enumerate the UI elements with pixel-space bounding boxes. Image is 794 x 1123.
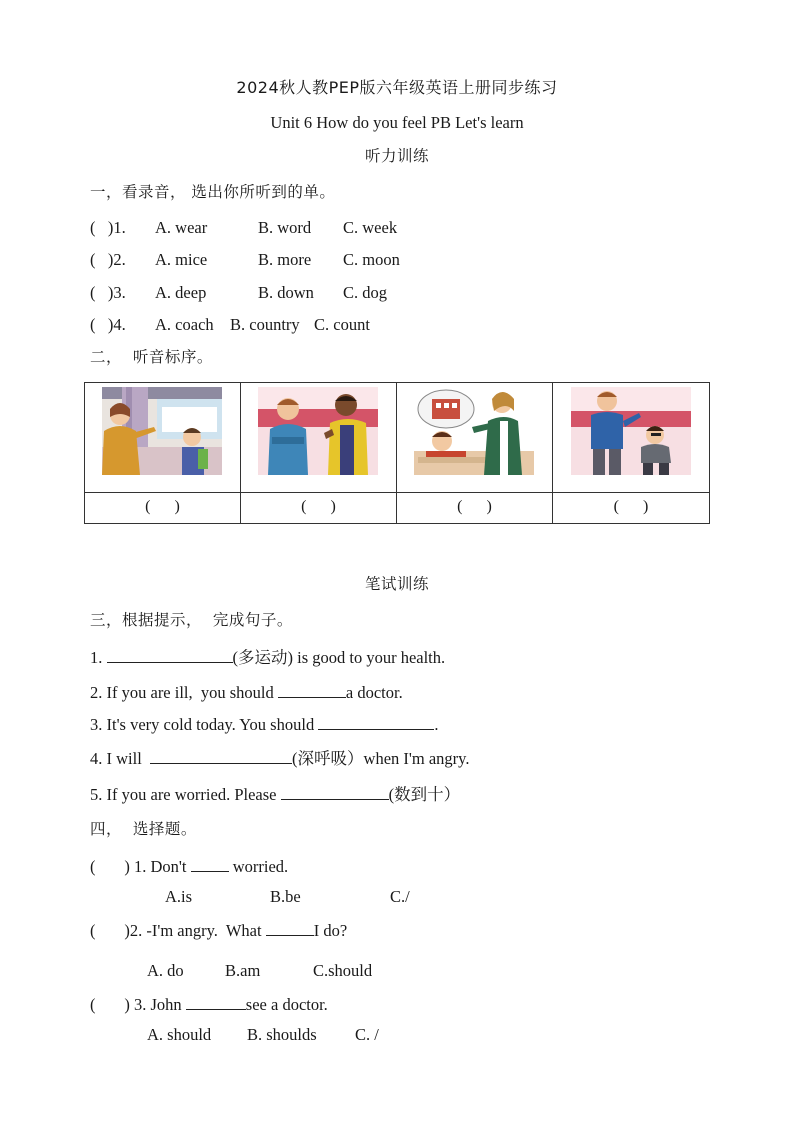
part4-q1-stem [90,855,288,877]
answer-blank[interactable] [191,855,229,872]
picture-table [84,382,710,524]
stem-suffix: I do? [313,921,348,940]
answer-blank[interactable] [186,993,246,1010]
picture-cell-3 [397,383,553,493]
picture-cell-2 [241,383,397,493]
option-c: C. moon [343,250,400,269]
answer-blank[interactable] [107,646,233,663]
option-b: B. more [258,250,312,269]
page-title: 2024秋人教PEP版六年级英语上册同步练习 [236,78,558,97]
option-a: A. coach [155,315,214,334]
option-b: B. country [230,315,300,334]
item-suffix: (数到十） [388,785,461,804]
stem-suffix: see a doctor. [245,995,328,1014]
part4-q2-option-b: B.am [225,961,261,980]
item-suffix: . [434,715,439,734]
answer-cell-2[interactable]: ( ) [241,493,397,524]
part1-question-4 [90,314,490,336]
two-boys-arguing-picture [258,387,378,475]
teacher-hospital-boy-picture [414,387,534,475]
part3-item-1 [90,646,445,668]
stem-suffix: worried. [228,857,289,876]
stem-prefix: ( ) 1. Don't [90,857,191,876]
part4-q3-option-c: C. / [355,1025,379,1044]
option-b: B. word [258,218,312,237]
option-c: C. count [314,315,370,334]
part3-item-4 [90,747,469,769]
answer-bracket[interactable]: ( )3. [90,283,126,302]
option-a: A. mice [155,250,208,269]
listening-heading: 听力训练 [364,147,429,165]
teacher-pointing-boy-picture [102,387,222,475]
stem-prefix: ( ) 3. John [90,995,186,1014]
part4-q2-option-c: C.should [313,961,373,980]
answer-bracket[interactable]: ( )4. [90,315,126,334]
option-b: B. down [258,283,314,302]
part1-question-3 [90,282,490,304]
item-prefix: 2. If you are ill, you should [90,683,278,702]
answer-blank[interactable] [278,681,346,698]
part4-q3-option-a: A. should [147,1025,212,1044]
item-prefix: 1. [90,648,107,667]
part1-heading: 一，看录音， 选出你所听到的单。 [90,183,336,201]
part1-question-1 [90,217,490,239]
answer-bracket[interactable]: ( )2. [90,250,126,269]
option-c: C. week [343,218,398,237]
item-suffix: (深呼吸）when I'm angry. [292,749,470,768]
part4-heading: 四， 选择题。 [90,820,197,838]
part4-q2-option-a: A. do [147,961,184,980]
part4-q2-stem [90,919,347,941]
written-heading: 笔试训练 [364,575,429,593]
option-c: C. dog [343,283,388,302]
item-prefix: 5. If you are worried. Please [90,785,281,804]
option-a: A. wear [155,218,208,237]
answer-blank[interactable] [266,919,314,936]
picture-cell-4 [553,383,709,493]
item-hint: (多运动) is good to your health. [232,648,446,667]
answer-blank[interactable] [281,783,389,800]
answer-cell-3[interactable]: ( ) [397,493,553,524]
part3-item-3 [90,713,438,735]
part4-q3-option-b: B. shoulds [247,1025,317,1044]
answer-cell-1[interactable]: ( ) [85,493,241,524]
part1-question-2 [90,249,490,271]
option-a: A. deep [155,283,207,302]
answer-blank[interactable] [318,713,434,730]
item-prefix: 3. It's very cold today. You should [90,715,319,734]
item-suffix: a doctor. [345,683,403,702]
part3-item-2 [90,681,403,703]
item-prefix: 4. I will [90,749,151,768]
part4-q3-stem [90,993,328,1015]
part2-heading: 二， 听音标序。 [90,348,213,366]
unit-subtitle: Unit 6 How do you feel PB Let's learn [270,113,524,132]
part4-q1-option-a: A.is [165,887,193,906]
part3-item-5 [90,783,460,805]
answer-blank[interactable] [150,747,292,764]
part4-q1-option-b: B.be [270,887,301,906]
part4-q1-option-c: C./ [390,887,410,906]
answer-bracket[interactable]: ( )1. [90,218,126,237]
answer-cell-4[interactable]: ( ) [613,498,649,515]
part3-heading: 三，根据提示， 完成句子。 [90,611,293,629]
picture-cell-1 [85,383,241,493]
stem-prefix: ( )2. -I'm angry. What [90,921,266,940]
man-scolding-boy-picture [571,387,691,475]
